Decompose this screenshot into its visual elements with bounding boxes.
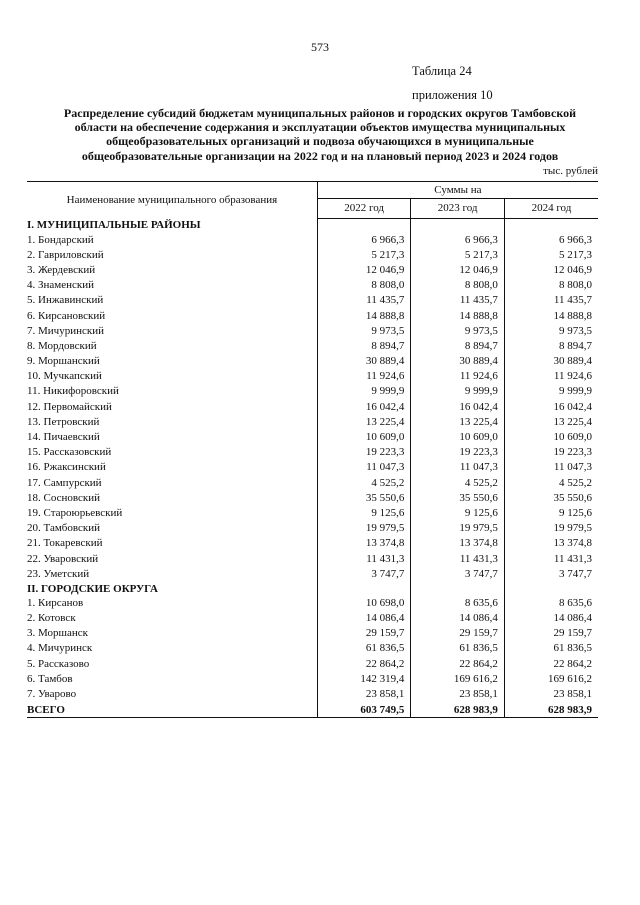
value-2024: 11 924,6 bbox=[553, 370, 592, 383]
title-line: общеобразовательных организаций и подвоза обучающихся в муниципальные bbox=[106, 134, 534, 149]
value-2022: 8 808,0 bbox=[317, 278, 411, 293]
table-row bbox=[27, 551, 598, 566]
municipality-name: 2. Гавриловский bbox=[27, 248, 317, 263]
value-2024: 4 525,2 bbox=[559, 476, 592, 489]
value-2023: 19 979,5 bbox=[411, 521, 505, 536]
municipality-name: 16. Ржаксинский bbox=[27, 460, 317, 475]
value-2023: 9 125,6 bbox=[411, 506, 505, 521]
value-2024: 11 431,3 bbox=[553, 552, 592, 565]
table-row bbox=[27, 476, 598, 491]
table-row bbox=[27, 384, 598, 399]
table-row bbox=[27, 521, 598, 536]
table-row bbox=[27, 445, 598, 460]
page-number: 573 bbox=[311, 40, 329, 54]
value-2024: 10 609,0 bbox=[553, 431, 592, 444]
value-2022: 23 858,1 bbox=[317, 687, 411, 702]
value-2023: 14 888,8 bbox=[411, 308, 505, 323]
value-2024: 169 616,2 bbox=[548, 672, 592, 685]
municipality-name: 10. Мучкапский bbox=[27, 369, 317, 384]
value-2024: 11 435,7 bbox=[553, 294, 592, 307]
value-2022: 13 225,4 bbox=[317, 415, 411, 430]
header-year-2023: 2023 год bbox=[411, 199, 505, 218]
value-2022: 142 319,4 bbox=[317, 672, 411, 687]
subsidy-table bbox=[27, 181, 598, 718]
value-2024: 6 966,3 bbox=[559, 233, 592, 246]
municipality-name: 21. Токаревский bbox=[27, 536, 317, 551]
value-2024: 9 125,6 bbox=[559, 506, 592, 519]
table-row bbox=[27, 611, 598, 626]
value-2024: 13 374,8 bbox=[553, 537, 592, 550]
value-2023: 8 635,6 bbox=[411, 596, 505, 611]
empty-cell bbox=[411, 218, 505, 233]
value-2022: 11 435,7 bbox=[317, 293, 411, 308]
value-2024: 23 858,1 bbox=[553, 688, 592, 701]
value-2022: 9 125,6 bbox=[317, 506, 411, 521]
value-2023: 16 042,4 bbox=[411, 400, 505, 415]
value-2022: 19 223,3 bbox=[317, 445, 411, 460]
table-row bbox=[27, 491, 598, 506]
header-sums-column: Суммы на bbox=[317, 182, 598, 199]
value-2022: 8 894,7 bbox=[317, 339, 411, 354]
table-row bbox=[27, 324, 598, 339]
value-2022: 11 431,3 bbox=[317, 551, 411, 566]
table-row bbox=[27, 415, 598, 430]
value-2022: 30 889,4 bbox=[317, 354, 411, 369]
municipality-name: 7. Уварово bbox=[27, 687, 317, 702]
value-2022: 29 159,7 bbox=[317, 626, 411, 641]
table-row bbox=[27, 460, 598, 475]
value-2024: 35 550,6 bbox=[553, 491, 592, 504]
title-line: общеобразовательные организации на 2022 год и на плановый период 2023 и 2024 годов bbox=[81, 148, 559, 163]
table-row bbox=[27, 596, 598, 611]
table-row bbox=[27, 687, 598, 702]
value-2024: 13 225,4 bbox=[553, 415, 592, 428]
value-2023: 11 047,3 bbox=[411, 460, 505, 475]
value-2022: 11 924,6 bbox=[317, 369, 411, 384]
header-year-2024: 2024 год bbox=[504, 199, 598, 218]
value-2023: 169 616,2 bbox=[411, 672, 505, 687]
municipality-name: 4. Мичуринск bbox=[27, 641, 317, 656]
value-2022: 16 042,4 bbox=[317, 400, 411, 415]
value-2024: 29 159,7 bbox=[553, 627, 592, 640]
municipality-name: 2. Котовск bbox=[27, 611, 317, 626]
value-2023: 13 225,4 bbox=[411, 415, 505, 430]
section-title: I. МУНИЦИПАЛЬНЫЕ РАЙОНЫ bbox=[27, 218, 317, 233]
value-2023: 29 159,7 bbox=[411, 626, 505, 641]
value-2024: 14 086,4 bbox=[553, 612, 592, 625]
total-2022: 603 749,5 bbox=[317, 702, 411, 718]
value-2023: 12 046,9 bbox=[411, 263, 505, 278]
value-2023: 19 223,3 bbox=[411, 445, 505, 460]
municipality-name: 15. Рассказовский bbox=[27, 445, 317, 460]
value-2022: 10 609,0 bbox=[317, 430, 411, 445]
value-2024: 22 864,2 bbox=[553, 657, 592, 670]
table-row bbox=[27, 672, 598, 687]
total-2024: 628 983,9 bbox=[504, 702, 598, 718]
value-2023: 9 999,9 bbox=[411, 384, 505, 399]
municipality-name: 5. Инжавинский bbox=[27, 293, 317, 308]
section-heading-row bbox=[27, 582, 598, 596]
municipality-name: 1. Бондарский bbox=[27, 233, 317, 248]
table-row bbox=[27, 278, 598, 293]
municipality-name: 12. Первомайский bbox=[27, 400, 317, 415]
table-row bbox=[27, 626, 598, 641]
value-2023: 23 858,1 bbox=[411, 687, 505, 702]
municipality-name: 8. Мордовский bbox=[27, 339, 317, 354]
header-year-2022: 2022 год bbox=[317, 199, 411, 218]
value-2022: 11 047,3 bbox=[317, 460, 411, 475]
municipality-name: 7. Мичуринский bbox=[27, 324, 317, 339]
value-2024: 8 635,6 bbox=[559, 596, 592, 609]
title-line: области на обеспечение содержания и эксплуатации объектов имущества муниципальных bbox=[74, 120, 566, 135]
value-2022: 14 086,4 bbox=[317, 611, 411, 626]
appendix-label: приложения 10 bbox=[412, 88, 493, 102]
table-row bbox=[27, 400, 598, 415]
table-row bbox=[27, 506, 598, 521]
municipality-name: 3. Жердевский bbox=[27, 263, 317, 278]
table-row bbox=[27, 233, 598, 248]
value-2024: 11 047,3 bbox=[553, 461, 592, 474]
value-2022: 61 836,5 bbox=[317, 641, 411, 656]
total-2023: 628 983,9 bbox=[411, 702, 505, 718]
value-2024: 8 808,0 bbox=[559, 279, 592, 292]
value-2022: 10 698,0 bbox=[317, 596, 411, 611]
total-label: ВСЕГО bbox=[27, 702, 317, 718]
value-2023: 14 086,4 bbox=[411, 611, 505, 626]
table-row bbox=[27, 339, 598, 354]
municipality-name: 13. Петровский bbox=[27, 415, 317, 430]
value-2023: 30 889,4 bbox=[411, 354, 505, 369]
empty-cell bbox=[317, 218, 411, 233]
table-row bbox=[27, 293, 598, 308]
municipality-name: 22. Уваровский bbox=[27, 551, 317, 566]
value-2023: 8 808,0 bbox=[411, 278, 505, 293]
value-2022: 19 979,5 bbox=[317, 521, 411, 536]
municipality-name: 9. Моршанский bbox=[27, 354, 317, 369]
municipality-name: 14. Пичаевский bbox=[27, 430, 317, 445]
empty-cell bbox=[411, 582, 505, 596]
table-row bbox=[27, 354, 598, 369]
value-2024: 16 042,4 bbox=[553, 400, 592, 413]
value-2024: 5 217,3 bbox=[559, 248, 592, 261]
table-row bbox=[27, 308, 598, 323]
empty-cell bbox=[317, 582, 411, 596]
value-2022: 5 217,3 bbox=[317, 248, 411, 263]
value-2024: 14 888,8 bbox=[553, 309, 592, 322]
header-name-column: Наименование муниципального образования bbox=[27, 182, 317, 219]
municipality-name: 5. Рассказово bbox=[27, 657, 317, 672]
value-2023: 3 747,7 bbox=[411, 567, 505, 582]
table-row bbox=[27, 430, 598, 445]
value-2022: 22 864,2 bbox=[317, 657, 411, 672]
value-2023: 9 973,5 bbox=[411, 324, 505, 339]
value-2024: 19 979,5 bbox=[553, 522, 592, 535]
value-2022: 4 525,2 bbox=[317, 476, 411, 491]
value-2022: 35 550,6 bbox=[317, 491, 411, 506]
value-2022: 14 888,8 bbox=[317, 308, 411, 323]
value-2024: 8 894,7 bbox=[559, 339, 592, 352]
value-2024: 61 836,5 bbox=[553, 642, 592, 655]
value-2023: 11 431,3 bbox=[411, 551, 505, 566]
municipality-name: 1. Кирсанов bbox=[27, 596, 317, 611]
municipality-name: 6. Тамбов bbox=[27, 672, 317, 687]
municipality-name: 20. Тамбовский bbox=[27, 521, 317, 536]
value-2022: 3 747,7 bbox=[317, 567, 411, 582]
table-row bbox=[27, 641, 598, 656]
value-2023: 61 836,5 bbox=[411, 641, 505, 656]
value-2023: 35 550,6 bbox=[411, 491, 505, 506]
table-row bbox=[27, 567, 598, 582]
municipality-name: 11. Никифоровский bbox=[27, 384, 317, 399]
section-heading-row bbox=[27, 218, 598, 233]
value-2023: 6 966,3 bbox=[411, 233, 505, 248]
empty-cell bbox=[504, 582, 598, 596]
municipality-name: 23. Уметский bbox=[27, 567, 317, 582]
table-row bbox=[27, 536, 598, 551]
total-row bbox=[27, 702, 598, 718]
value-2022: 12 046,9 bbox=[317, 263, 411, 278]
value-2024: 19 223,3 bbox=[553, 446, 592, 459]
table-body bbox=[27, 218, 598, 718]
municipality-name: 19. Староюрьевский bbox=[27, 506, 317, 521]
value-2023: 10 609,0 bbox=[411, 430, 505, 445]
table-row bbox=[27, 657, 598, 672]
municipality-name: 6. Кирсановский bbox=[27, 308, 317, 323]
table-row bbox=[27, 263, 598, 278]
municipality-name: 4. Знаменский bbox=[27, 278, 317, 293]
value-2023: 8 894,7 bbox=[411, 339, 505, 354]
value-2023: 13 374,8 bbox=[411, 536, 505, 551]
value-2024: 12 046,9 bbox=[553, 263, 592, 276]
value-2022: 13 374,8 bbox=[317, 536, 411, 551]
value-2023: 11 435,7 bbox=[411, 293, 505, 308]
units-label: тыс. рублей bbox=[543, 165, 598, 177]
value-2024: 9 999,9 bbox=[559, 385, 592, 398]
municipality-name: 18. Сосновский bbox=[27, 491, 317, 506]
value-2023: 22 864,2 bbox=[411, 657, 505, 672]
value-2022: 6 966,3 bbox=[317, 233, 411, 248]
value-2023: 11 924,6 bbox=[411, 369, 505, 384]
value-2024: 30 889,4 bbox=[553, 355, 592, 368]
section-title: II. ГОРОДСКИЕ ОКРУГА bbox=[27, 582, 317, 596]
value-2022: 9 973,5 bbox=[317, 324, 411, 339]
value-2023: 5 217,3 bbox=[411, 248, 505, 263]
empty-cell bbox=[504, 218, 598, 233]
value-2024: 3 747,7 bbox=[559, 567, 592, 580]
table-row bbox=[27, 248, 598, 263]
table-label: Таблица 24 bbox=[412, 64, 472, 78]
title-line: Распределение субсидий бюджетам муниципальных районов и городских округов Тамбовской bbox=[63, 106, 577, 120]
value-2022: 9 999,9 bbox=[317, 384, 411, 399]
municipality-name: 17. Сампурский bbox=[27, 476, 317, 491]
table-row bbox=[27, 369, 598, 384]
document-title bbox=[22, 106, 618, 163]
value-2023: 4 525,2 bbox=[411, 476, 505, 491]
value-2024: 9 973,5 bbox=[559, 324, 592, 337]
municipality-name: 3. Моршанск bbox=[27, 626, 317, 641]
